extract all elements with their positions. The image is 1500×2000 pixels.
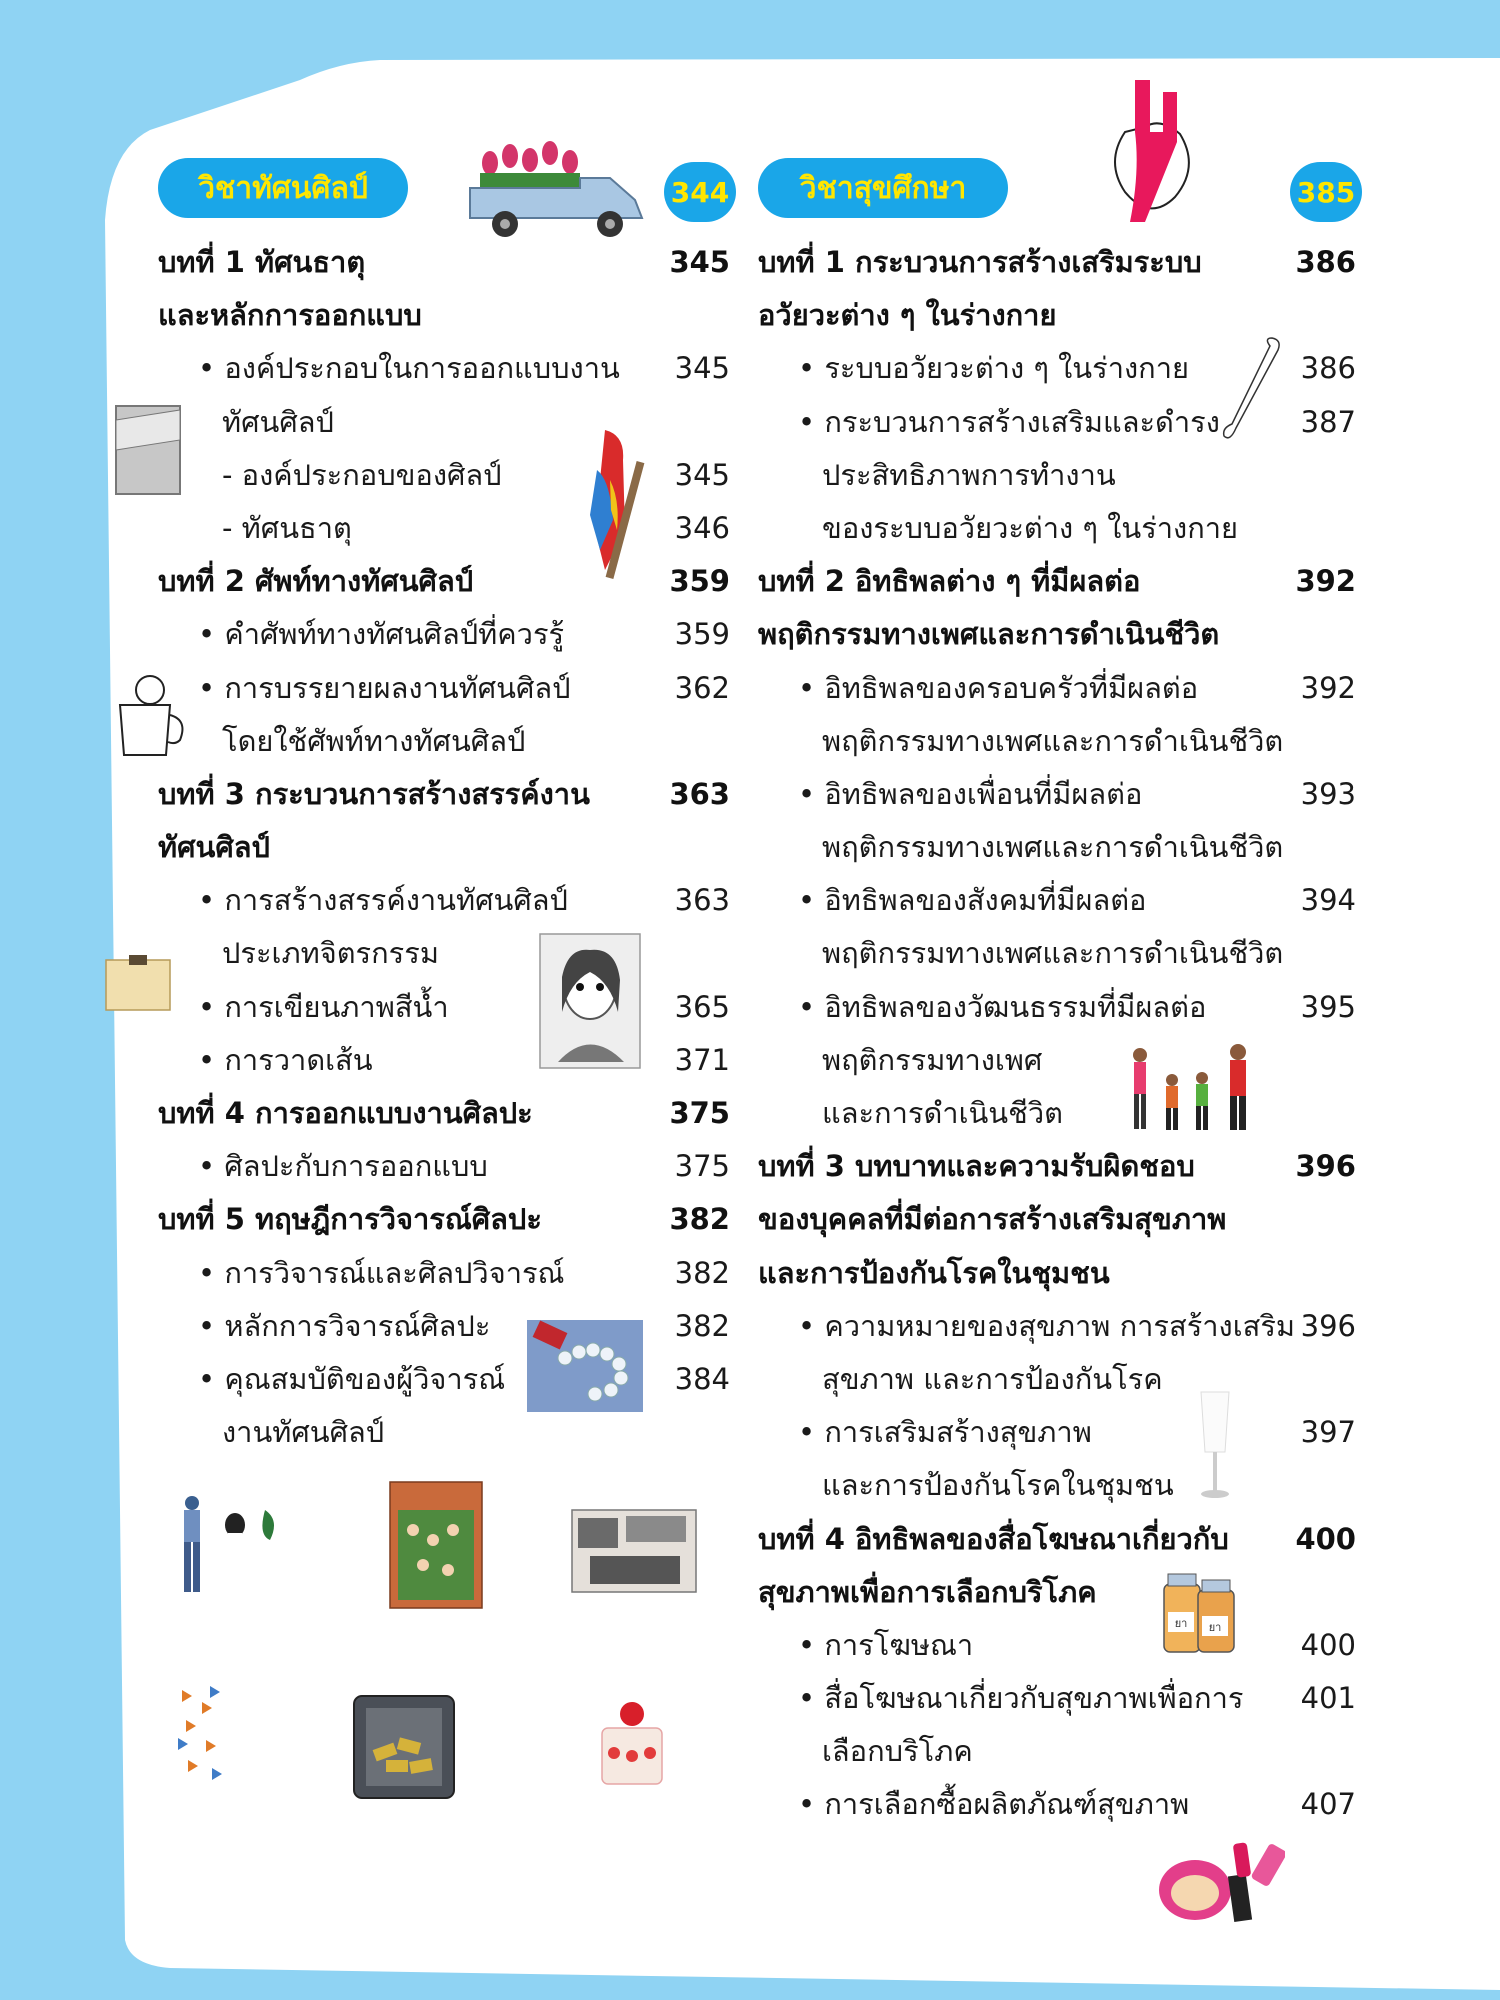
toc-item[interactable]: • อิทธิพลของสังคมที่มีผลต่อ 394 <box>758 874 1356 927</box>
street-scene-illustration <box>570 1508 698 1594</box>
toc-item-cont: โดยใช้ศัพท์ทางทัศนศิลป์ <box>222 723 526 758</box>
toc-item[interactable]: • การเสริมสร้างสุขภาพ 397 <box>758 1406 1356 1459</box>
strawberry-cake-illustration <box>596 1698 668 1794</box>
toc-item[interactable]: • อิทธิพลของเพื่อนที่มีผลต่อ 393 <box>758 768 1356 821</box>
toc-item[interactable]: • คำศัพท์ทางทัศนศิลป์ที่ควรรู้ 359 <box>158 608 730 661</box>
wine-glass-illustration <box>1195 1362 1235 1502</box>
subject-page-visual-arts: 344 <box>670 175 730 209</box>
toc-item[interactable]: • อิทธิพลของครอบครัวที่มีผลต่อ 392 <box>758 662 1356 715</box>
toc-item[interactable]: • สื่อโฆษณาเกี่ยวกับสุขภาพเพื่อการ 401 <box>758 1672 1356 1725</box>
subject-page-health: 385 <box>1296 175 1356 209</box>
toc-chapter-cont: สุขภาพเพื่อการเลือกบริโภค <box>758 1574 1097 1609</box>
toc-item[interactable]: • ระบบอวัยวะต่าง ๆ ในร่างกาย 386 <box>758 342 1356 395</box>
pill-bottle-label: ยา <box>1174 1618 1188 1630</box>
toc-chapter-cont: ทัศนศิลป์ <box>158 830 270 865</box>
portrait-sketch-illustration <box>538 932 642 1070</box>
toc-item[interactable]: • คุณสมบัติของผู้วิจารณ์ 384 <box>158 1353 730 1406</box>
envelope-illustration <box>103 952 173 1014</box>
toc-item-cont: พฤติกรรมทางเพศและการดำเนินชีวิต <box>822 830 1284 865</box>
toc-subitem[interactable]: - องค์ประกอบของศิลป์ 345 <box>222 457 730 492</box>
toc-chapter-cont: ของบุคคลที่มีต่อการสร้างเสริมสุขภาพ <box>758 1202 1227 1237</box>
subject-pill-visual-arts <box>158 158 408 218</box>
toc-item[interactable]: • การเขียนภาพสีน้ำ 365 <box>158 981 730 1034</box>
toc-item-cont: สุขภาพ และการป้องกันโรค <box>822 1361 1163 1396</box>
family-exercise-illustration <box>1120 1040 1280 1140</box>
toc-item[interactable]: • องค์ประกอบในการออกแบบงาน 345 <box>158 342 730 395</box>
medicine-bottles-illustration <box>1160 1570 1240 1660</box>
toc-item-cont: ประเภทจิตรกรรม <box>222 936 439 971</box>
toc-item[interactable]: • การวาดเส้น 371 <box>158 1034 730 1087</box>
subject-page-pill-visual-arts <box>664 162 736 222</box>
toc-item-cont: ของระบบอวัยวะต่าง ๆ ในร่างกาย <box>822 510 1239 545</box>
mug-illustration <box>110 670 190 760</box>
toc-chapter[interactable]: บทที่ 5 ทฤษฎีการวิจารณ์ศิลปะ 382 <box>158 1202 730 1237</box>
toc-chapter[interactable]: บทที่ 4 การออกแบบงานศิลปะ 375 <box>158 1096 730 1130</box>
makeup-illustration <box>1155 1835 1285 1930</box>
toc-column-health <box>758 236 1356 1832</box>
pill-bottle-label: ยา <box>1208 1622 1222 1634</box>
market-poster-illustration <box>388 1480 484 1610</box>
subject-title-health: วิชาสุขศึกษา <box>799 170 967 206</box>
toc-chapter[interactable]: บทที่ 3 กระบวนการสร้างสรรค์งาน 363 <box>158 776 730 811</box>
toc-item[interactable]: • อิทธิพลของวัฒนธรรมที่มีผลต่อ 395 <box>758 981 1356 1034</box>
folder-illustration <box>112 400 184 500</box>
parrot-illustration <box>565 420 655 580</box>
butterflies-illustration <box>172 1680 232 1790</box>
toc-chapter-cont: และหลักการออกแบบ <box>158 298 422 333</box>
toc-item[interactable]: • การเลือกซื้อผลิตภัณฑ์สุขภาพ 407 <box>758 1778 1356 1831</box>
toc-chapter[interactable]: บทที่ 2 ศัพท์ทางทัศนศิลป์ 359 <box>158 564 730 599</box>
toc-chapter-cont: และการป้องกันโรคในชุมชน <box>758 1255 1110 1290</box>
toc-chapter[interactable]: บทที่ 2 อิทธิพลต่าง ๆ ที่มีผลต่อ 392 <box>758 564 1356 599</box>
gold-bars-box-illustration <box>352 1694 456 1800</box>
hand-with-pearls-illustration <box>525 1318 645 1414</box>
toc-chapter[interactable]: บทที่ 4 อิทธิพลของสื่อโฆษณาเกี่ยวกับ 400 <box>758 1521 1356 1556</box>
toc-chapter-cont: อวัยวะต่าง ๆ ในร่างกาย <box>758 298 1057 333</box>
toc-item[interactable]: • การโฆษณา 400 <box>758 1619 1356 1672</box>
toc-subitem[interactable]: - ทัศนธาตุ 346 <box>222 510 730 545</box>
toc-item-cont: พฤติกรรมทางเพศ <box>822 1042 1043 1077</box>
toc-chapter-cont: พฤติกรรมทางเพศและการดำเนินชีวิต <box>758 617 1220 652</box>
toc-item-cont: และการป้องกันโรคในชุมชน <box>822 1468 1174 1503</box>
toc-chapter[interactable]: บทที่ 1 ทัศนธาตุ 345 <box>158 245 730 279</box>
toc-chapter[interactable]: บทที่ 3 บทบาทและความรับผิดชอบ 396 <box>758 1149 1356 1184</box>
toc-item[interactable]: • กระบวนการสร้างเสริมและดำรง 387 <box>758 396 1356 449</box>
toc-item[interactable]: • การวิจารณ์และศิลปวิจารณ์ 382 <box>158 1247 730 1300</box>
toc-chapter[interactable]: บทที่ 1 กระบวนการสร้างเสริมระบบ 386 <box>758 245 1356 279</box>
toc-item[interactable]: • หลักการวิจารณ์ศิลปะ 382 <box>158 1300 730 1353</box>
toc-item-cont: ประสิทธิภาพการทำงาน <box>822 457 1116 492</box>
toc-item-cont: พฤติกรรมทางเพศและการดำเนินชีวิต <box>822 936 1284 971</box>
toc-item[interactable]: • การบรรยายผลงานทัศนศิลป์ 362 <box>158 662 730 715</box>
toc-item-cont: พฤติกรรมทางเพศและการดำเนินชีวิต <box>822 723 1284 758</box>
heart-illustration <box>1095 72 1205 232</box>
truck-with-flowers-illustration <box>460 138 650 248</box>
subject-pill-health <box>758 158 1008 218</box>
toc-item-cont: เลือกบริโภค <box>822 1734 973 1769</box>
bone-illustration <box>1222 332 1286 448</box>
toc-item[interactable]: • ความหมายของสุขภาพ การสร้างเสริม 396 <box>758 1300 1356 1353</box>
subject-page-pill-health <box>1290 162 1362 222</box>
toc-item[interactable]: • การสร้างสรรค์งานทัศนศิลป์ 363 <box>158 874 730 927</box>
subject-title-visual-arts: วิชาทัศนศิลป์ <box>198 170 368 206</box>
toc-item-cont: งานทัศนศิลป์ <box>222 1415 385 1450</box>
woman-and-dog-illustration <box>170 1495 290 1605</box>
toc-item[interactable]: • ศิลปะกับการออกแบบ 375 <box>158 1140 730 1193</box>
toc-item-cont: และการดำเนินชีวิต <box>822 1096 1063 1130</box>
toc-item-cont: ทัศนศิลป์ <box>222 404 334 439</box>
